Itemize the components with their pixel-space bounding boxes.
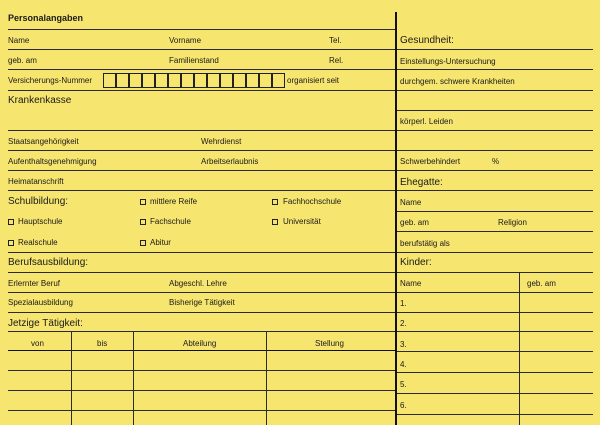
label-schwerbehindert: Schwerbehindert: [400, 157, 461, 166]
divider-line: [8, 292, 395, 293]
kinder-row-number: 6.: [400, 401, 407, 410]
table-header-abteilung: Abteilung: [183, 339, 217, 348]
insurance-digit-box[interactable]: [207, 73, 220, 88]
checkbox-mittlere-reife[interactable]: [140, 199, 146, 205]
label-percent: %: [492, 157, 500, 166]
label-tel: Tel.: [329, 36, 342, 45]
divider-line: [397, 351, 593, 352]
table-row-line: [8, 410, 395, 411]
table-column-line: [266, 331, 267, 425]
table-header-von: von: [31, 339, 44, 348]
label-staatsangehoerigkeit: Staatsangehörigkeit: [8, 137, 79, 146]
divider-line: [397, 231, 593, 232]
label-ehegatte-geb-am: geb. am: [400, 218, 429, 227]
label-bisherige-taetigkeit: Bisherige Tätigkeit: [169, 298, 235, 307]
insurance-digit-box[interactable]: [194, 73, 207, 88]
divider-line: [8, 190, 395, 191]
label-organisiert-seit: organisiert seit: [287, 76, 340, 85]
divider-line: [397, 211, 593, 212]
kinder-row-number: 5.: [400, 380, 407, 389]
divider-line: [8, 29, 395, 30]
table-column-line: [71, 331, 72, 425]
label-arbeitserlaubnis: Arbeitserlaubnis: [201, 157, 259, 166]
divider-line: [397, 292, 593, 293]
kinder-row-number: 3.: [400, 340, 407, 349]
divider-line: [8, 272, 395, 273]
kinder-row-number: 4.: [400, 360, 407, 369]
kinder-column-line: [519, 272, 520, 425]
divider-line: [397, 49, 593, 50]
divider-line: [8, 49, 395, 50]
divider-line: [397, 170, 593, 171]
heading-kinder: Kinder:: [400, 257, 432, 268]
divider-line: [397, 393, 593, 394]
divider-line: [397, 331, 593, 332]
label-rel: Rel.: [329, 56, 344, 65]
option-fachhochschule: Fachhochschule: [283, 197, 342, 206]
label-einstellungs-untersuchung: Einstellungs-Untersuchung: [400, 57, 496, 66]
label-religion: Religion: [498, 218, 527, 227]
divider-line: [397, 130, 593, 131]
insurance-digit-box[interactable]: [116, 73, 129, 88]
label-name: Name: [8, 36, 30, 45]
divider-line: [397, 372, 593, 373]
kinder-row-number: 1.: [400, 299, 407, 308]
label-heimatanschrift: Heimatanschrift: [8, 177, 64, 186]
divider-line: [397, 90, 593, 91]
column-divider: [395, 12, 397, 425]
divider-line: [8, 150, 395, 151]
divider-line: [397, 252, 593, 253]
label-wehrdienst: Wehrdienst: [201, 137, 242, 146]
label-ehegatte-name: Name: [400, 198, 422, 207]
divider-line: [397, 312, 593, 313]
label-erlernter-beruf: Erlernter Beruf: [8, 279, 61, 288]
kinder-header-name: Name: [400, 279, 422, 288]
heading-jetzige-taetigkeit: Jetzige Tätigkeit:: [8, 318, 83, 329]
table-header-stellung: Stellung: [315, 339, 344, 348]
divider-line: [397, 190, 593, 191]
divider-line: [397, 272, 593, 273]
table-row-line: [8, 390, 395, 391]
label-vorname: Vorname: [169, 36, 202, 45]
checkbox-universitaet[interactable]: [272, 219, 278, 225]
table-row-line: [8, 370, 395, 371]
label-versicherungs-nummer: Versicherungs-Nummer: [8, 76, 93, 85]
table-column-line: [133, 331, 134, 425]
divider-line: [397, 110, 593, 111]
label-aufenthaltsgenehmigung: Aufenthaltsgenehmigung: [8, 157, 97, 166]
divider-line: [8, 69, 395, 70]
heading-ehegatte: Ehegatte:: [400, 177, 443, 188]
kinder-row-number: 2.: [400, 319, 407, 328]
label-geb-am: geb. am: [8, 56, 37, 65]
insurance-digit-box[interactable]: [220, 73, 233, 88]
option-realschule: Realschule: [18, 238, 58, 247]
insurance-digit-box[interactable]: [155, 73, 168, 88]
label-spezialausbildung: Spezialausbildung: [8, 298, 73, 307]
option-universitaet: Universität: [283, 217, 321, 226]
divider-line: [8, 252, 395, 253]
checkbox-hauptschule[interactable]: [8, 219, 14, 225]
heading-schulbildung: Schulbildung:: [8, 196, 69, 207]
label-koerperl-leiden: körperl. Leiden: [400, 117, 453, 126]
option-mittlere-reife: mittlere Reife: [150, 197, 198, 206]
insurance-digit-box[interactable]: [259, 73, 272, 88]
option-hauptschule: Hauptschule: [18, 217, 63, 226]
insurance-digit-box[interactable]: [246, 73, 259, 88]
divider-line: [397, 414, 593, 415]
divider-line: [8, 130, 395, 131]
insurance-digit-box[interactable]: [142, 73, 155, 88]
divider-line: [8, 331, 395, 332]
checkbox-fachhochschule[interactable]: [272, 199, 278, 205]
divider-line: [397, 150, 593, 151]
label-berufstaetig-als: berufstätig als: [400, 239, 450, 248]
divider-line: [8, 90, 395, 91]
insurance-digit-box[interactable]: [168, 73, 181, 88]
insurance-digit-box[interactable]: [129, 73, 142, 88]
insurance-digit-box[interactable]: [181, 73, 194, 88]
table-header-bis: bis: [97, 339, 108, 348]
divider-line: [397, 69, 593, 70]
section-title-personalangaben: Personalangaben: [8, 13, 84, 23]
label-familienstand: Familienstand: [169, 56, 219, 65]
label-schwere-krankheiten: durchgem. schwere Krankheiten: [400, 77, 515, 86]
checkbox-realschule[interactable]: [8, 240, 14, 246]
divider-line: [8, 312, 395, 313]
table-header-rule: [8, 350, 395, 351]
divider-line: [8, 170, 395, 171]
option-abitur: Abitur: [150, 238, 171, 247]
heading-krankenkasse: Krankenkasse: [8, 95, 72, 106]
insurance-digit-box[interactable]: [233, 73, 246, 88]
checkbox-abitur[interactable]: [140, 240, 146, 246]
label-abgeschl-lehre: Abgeschl. Lehre: [169, 279, 227, 288]
option-fachschule: Fachschule: [150, 217, 191, 226]
heading-berufsausbildung: Berufsausbildung:: [8, 257, 89, 268]
insurance-digit-box[interactable]: [103, 73, 116, 88]
heading-gesundheit: Gesundheit:: [400, 35, 454, 46]
checkbox-fachschule[interactable]: [140, 219, 146, 225]
insurance-digit-box[interactable]: [272, 73, 285, 88]
kinder-header-geb-am: geb. am: [527, 279, 556, 288]
